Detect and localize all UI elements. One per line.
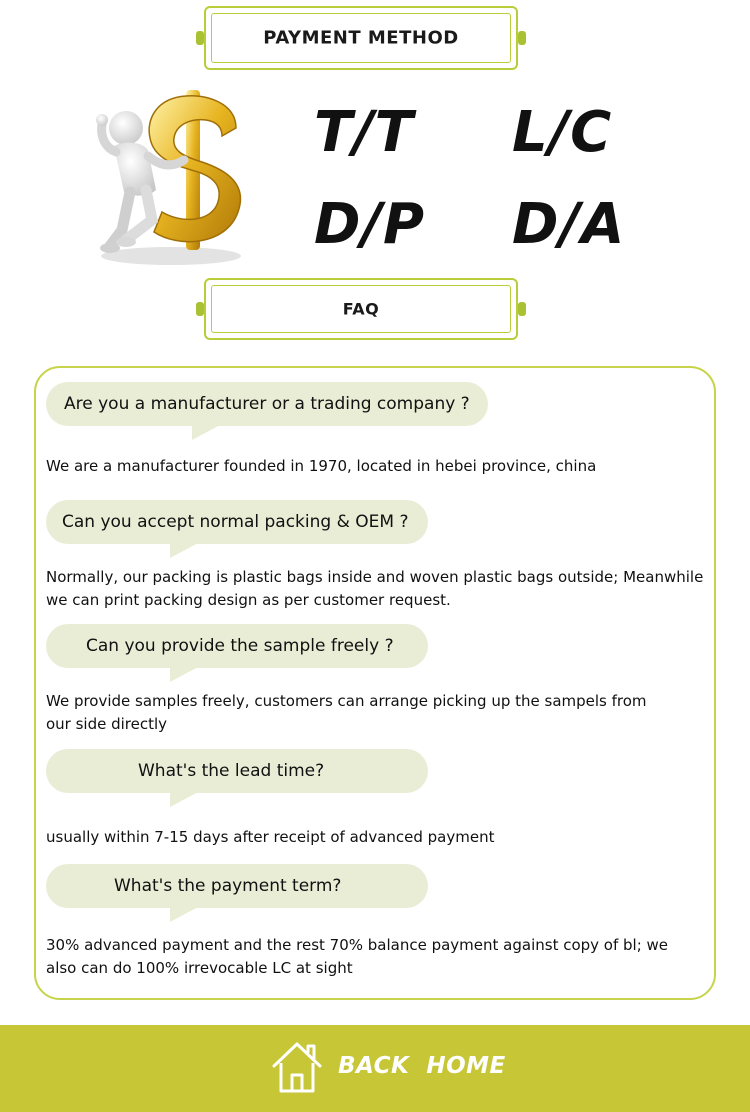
payment-method-title: PAYMENT METHOD: [263, 27, 459, 49]
faq-answer-line: our side directly: [46, 715, 168, 733]
back-home-bar[interactable]: [0, 1025, 750, 1112]
faq-title: FAQ: [342, 299, 380, 319]
payment-term-lc: L/C: [512, 100, 613, 165]
faq-question-text: What's the lead time?: [138, 761, 325, 781]
bubble-tail: [192, 424, 222, 440]
faq-question-bubble: [46, 624, 428, 668]
faq-question-bubble: [46, 864, 428, 908]
faq-answer-line: we can print packing design as per customer request.: [46, 591, 451, 609]
bubble-tail: [170, 666, 200, 682]
payment-term-da: D/A: [512, 192, 626, 257]
bubble-tail: [170, 791, 200, 807]
faq-question-bubble: [46, 749, 428, 793]
faq-question-text: Can you accept normal packing & OEM ?: [62, 512, 409, 532]
faq-answer-line: usually within 7-15 days after receipt of advanced payment: [46, 828, 495, 846]
faq-answer-line: We are a manufacturer founded in 1970, located in hebei province, china: [46, 457, 597, 475]
payment-term-dp: D/P: [314, 192, 425, 257]
faq-answer-line: 30% advanced payment and the rest 70% balance payment against copy of bl; we: [46, 936, 669, 954]
faq-question-bubble: [46, 500, 428, 544]
faq-question-text: Are you a manufacturer or a trading company ?: [64, 394, 470, 414]
faq-answer: [46, 826, 494, 849]
faq-banner: [196, 278, 526, 340]
faq-question-bubble: [46, 382, 488, 426]
payment-method-banner: [196, 6, 526, 70]
faq-answer-line: Normally, our packing is plastic bags inside and woven plastic bags outside; Meanwhile: [46, 568, 704, 586]
faq-answer: [46, 566, 703, 612]
back-home-button[interactable]: BACK HOME: [338, 1053, 506, 1079]
faq-question-text: What's the payment term?: [114, 876, 342, 896]
bubble-tail: [170, 906, 200, 922]
faq-answer: [46, 455, 596, 478]
home-icon: [270, 1039, 324, 1095]
faq-answer: [46, 934, 668, 980]
faq-answer: [46, 690, 647, 736]
dollar-figure-icon: [86, 80, 256, 270]
bubble-tail: [170, 542, 200, 558]
faq-answer-line: We provide samples freely, customers can arrange picking up the sampels from: [46, 692, 647, 710]
payment-term-tt: T/T: [314, 100, 414, 165]
faq-question-text: Can you provide the sample freely ?: [86, 636, 394, 656]
faq-answer-line: also can do 100% irrevocable LC at sight: [46, 959, 353, 977]
